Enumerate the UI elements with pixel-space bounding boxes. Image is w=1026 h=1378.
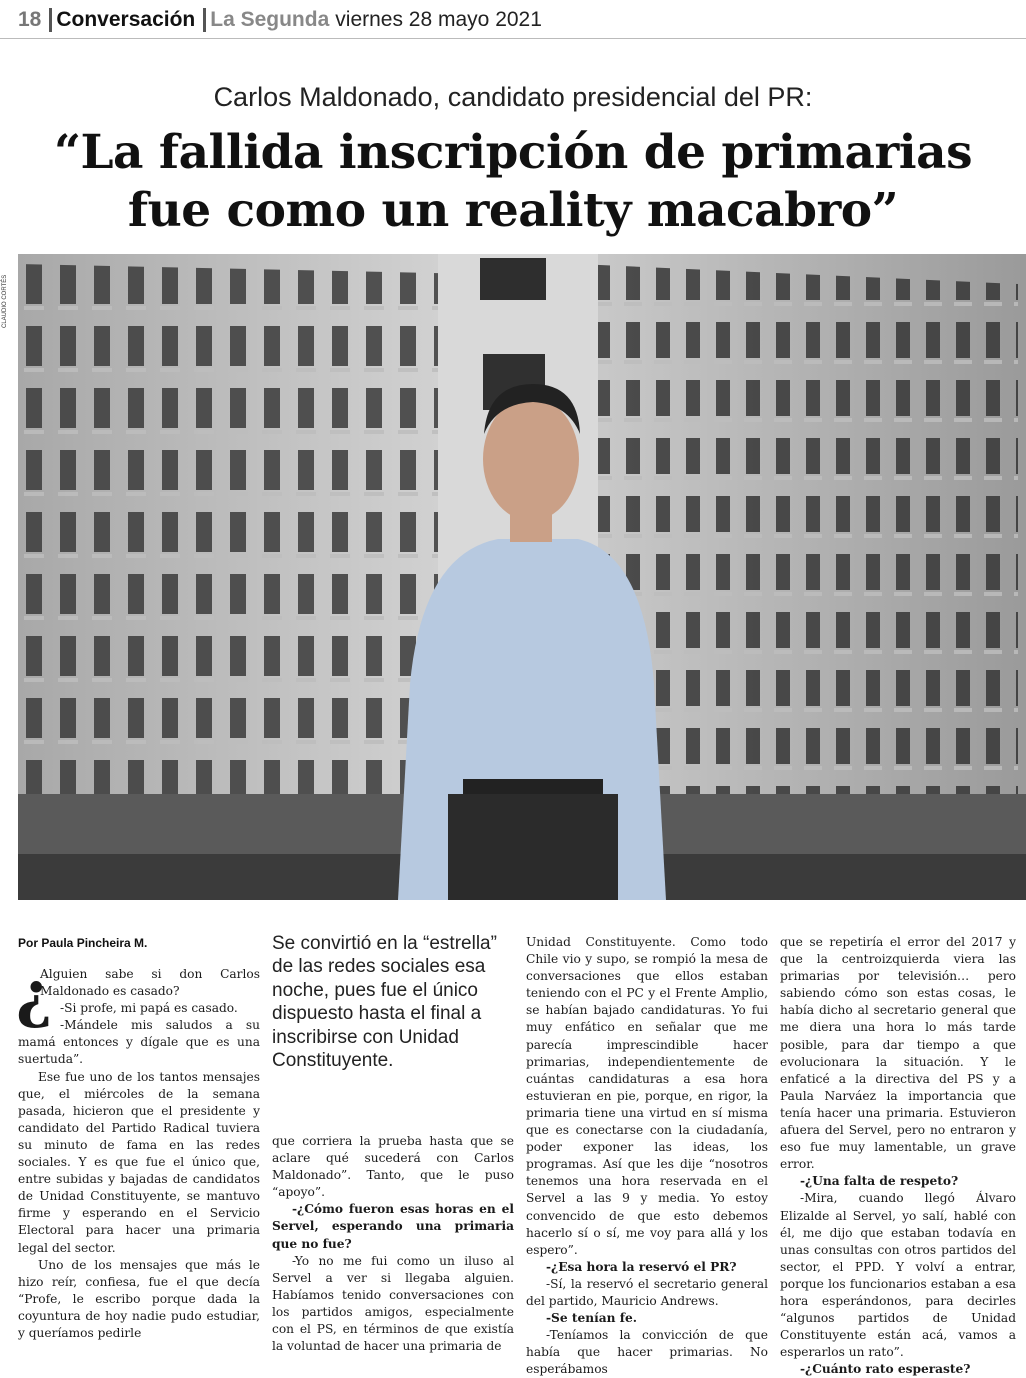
paragraph: -Si profe, mi papá es casado. — [60, 1001, 238, 1016]
paragraph: Unidad Constituyente. Como todo Chile vio y supo, se rompió la mesa de conversaciones que ellos estaban teniendo con el PC y el Frente Amplio, se habían bajado candidaturas. Yo fui muy enfático en señalar que me parecía imprescindible hacer primarias, independientemente de cuántas candidaturas a esa hora estuvieran en pie, porque, en rigor, la primaria tiene una virtud en sí misma que es conectarse con la ciudadanía, poder exponer las ideas, los programas. Así que les dije “nosotros tenemos una hora reservada en el Servel a las 9 y media. Yo estoy convencido de que esto debemos hacerlo sí o sí, me voy para allá y los espero”. — [526, 935, 768, 1257]
issue-date: viernes 28 mayo 2021 — [335, 8, 542, 31]
question: -¿Una falta de respeto? — [800, 1174, 959, 1189]
question: -¿Cómo fueron esas horas en el Servel, esperando una primaria que no fue? — [272, 1202, 514, 1251]
dropcap: ¿ — [16, 958, 53, 1031]
byline: Por Paula Pincheira M. — [18, 936, 148, 950]
pull-quote: Se convirtió en la “estrella” de las redes sociales esa noche, pues fue el único dispuesto hasta el final a inscribirse con Unidad Constituyente. — [272, 933, 497, 1072]
question: -Se tenían fe. — [546, 1311, 637, 1326]
paragraph: -Teníamos la convicción de que había que hacer primarias. No esperábamos — [526, 1328, 768, 1377]
paragraph: -Yo no me fui como un iluso al Servel a ver si llegaba alguien. Habíamos tenido conversaciones con los partidos amigos, especialmente con el PS, en términos de que existía la voluntad de hacer una primaria de — [272, 1253, 514, 1354]
paragraph: Uno de los mensajes que más le hizo reír, confiesa, fue el que decía “Profe, le escribo porque dada la coyuntura de hoy nadie pudo estudiar, y queríamos pedirle — [18, 1257, 260, 1340]
paragraph: que corriera la prueba hasta que se aclare qué sucederá con Carlos Maldonado”. Tanto, que le puso “apoyo”. — [272, 1134, 514, 1200]
text-column-4 — [780, 934, 1016, 1378]
paragraph: -Mira, cuando llegó Álvaro Elizalde al Servel, yo salí, hablé con él, me dijo que estaban todavía en unas consultas con otros partidos del sector, el PPD. Y volví a entrar, porque los funcionarios estaban a esa hora esperándonos, para decirles “algunos partidos de Unidad Constituyente están acá, vamos a esperarlos un rato”. — [780, 1191, 1016, 1360]
kicker: Carlos Maldonado, candidato presidencial del PR: — [213, 82, 813, 112]
question: -¿Cuánto rato esperaste? — [800, 1362, 971, 1377]
section-name: Conversación — [56, 8, 196, 31]
paragraph: -Sí, la reservó el secretario general del partido, Mauricio Andrews. — [526, 1276, 768, 1308]
paragraph: -Mándele mis saludos a su mamá entonces y dígale que es una suertuda”. — [18, 1018, 260, 1067]
header-divider — [49, 8, 52, 32]
photo-illustration — [18, 254, 1026, 900]
text-column-2 — [272, 1133, 514, 1355]
paragraph: Ese fue uno de los tantos mensajes que, el miércoles de la semana pasada, hicieron que el presidente y candidato del Partido Radical tuviera su minuto de fama en las redes sociales. Y es que fue el único que, entre subidas y bajadas de candidatos de Unidad Constituyente, se mantuvo firme y esperando en el Servicio Electoral para hacer una primaria legal del sector. — [18, 1069, 260, 1255]
page-number: 18 — [18, 8, 42, 31]
headline-line-2: fue como un reality macabro” — [127, 183, 899, 238]
publication-name: La Segunda — [210, 8, 330, 31]
headline-line-1: “La fallida inscripción de primarias — [53, 125, 973, 180]
photo-credit-text: CLAUDIO CORTÉS — [2, 274, 8, 328]
headline — [0, 124, 1026, 240]
text-column-1 — [16, 958, 260, 1342]
header-rule — [0, 38, 1026, 39]
paragraph: que se repetiría el error del 2017 y que la centroizquierda viera las primarias por televisión… pero sabiendo cómo son estas cosas, le había dicho al secretario general que me diera una hora lo más tarde posible, para dar tiempo a que evolucionara la situación. Y le enfaticé a la directiva del PS y a Paula Narváez la importancia que tenía hacer una primaria. Estuvieron afuera del Servel, pero no entraron y eso fue muy lamentable, un grave error. — [780, 935, 1016, 1172]
photo-credit — [2, 258, 12, 328]
paragraph: Alguien sabe si don Carlos Maldonado es casado? — [40, 967, 260, 999]
header-divider — [203, 8, 206, 32]
page-header — [18, 6, 542, 34]
text-column-3 — [526, 934, 768, 1378]
main-photo — [18, 254, 1026, 900]
question: -¿Esa hora la reservó el PR? — [546, 1259, 737, 1274]
